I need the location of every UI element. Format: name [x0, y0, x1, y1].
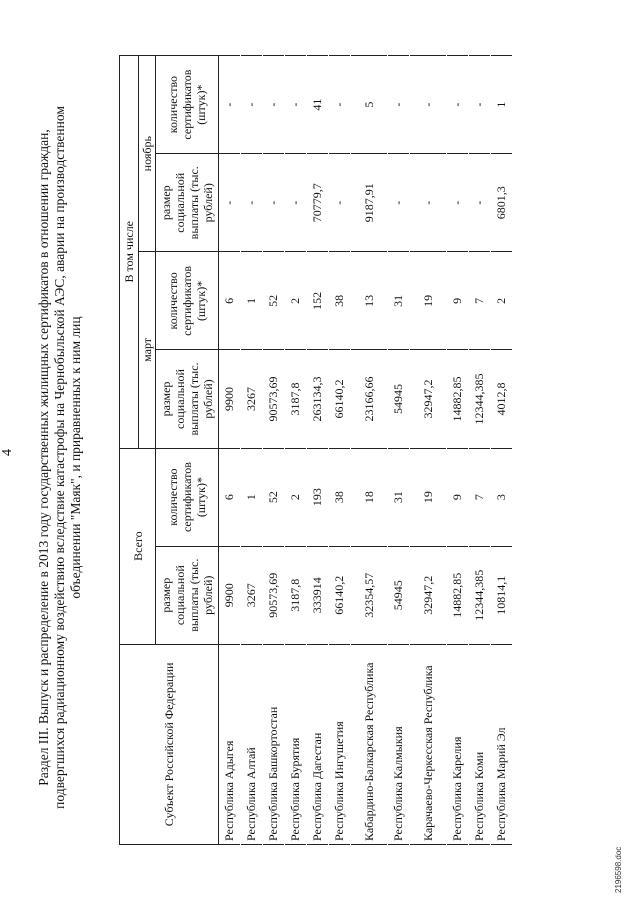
- march-payment-cell: 14882,85: [447, 350, 469, 448]
- subject-cell: Республика Бурятия: [285, 644, 307, 844]
- march-count-cell: 38: [329, 252, 351, 350]
- march-count-cell: 2: [285, 252, 307, 350]
- november-payment-header: размер социальной выплаты (тыс. рублей): [156, 154, 219, 252]
- march-count-cell: 13: [351, 252, 388, 350]
- november-count-cell: -: [469, 56, 491, 154]
- march-payment-cell: 9900: [219, 350, 241, 448]
- document-reference: 2196598.doc: [614, 846, 623, 893]
- subject-cell: Республика Марий Эл: [491, 644, 513, 844]
- november-payment-cell: -: [388, 154, 410, 252]
- total-payment-cell: 14882,85: [447, 546, 469, 644]
- november-count-header: количество сертификатов (штук)*: [156, 56, 219, 154]
- november-payment-cell: -: [219, 154, 241, 252]
- table-row: [351, 56, 388, 845]
- total-count-cell: 38: [329, 448, 351, 546]
- month-march-header: март: [139, 252, 156, 448]
- total-count-header: количество сертификатов (штук)*: [156, 448, 219, 546]
- november-count-cell: -: [447, 56, 469, 154]
- total-count-cell: 2: [285, 448, 307, 546]
- total-count-cell: 52: [263, 448, 285, 546]
- month-november-header: ноябрь: [139, 56, 156, 252]
- november-payment-cell: -: [410, 154, 447, 252]
- total-header: Всего: [120, 448, 156, 644]
- march-payment-cell: 4012,8: [491, 350, 513, 448]
- including-header: В том числе: [120, 56, 139, 449]
- table-row: [491, 56, 513, 845]
- march-count-cell: 152: [307, 252, 329, 350]
- march-payment-header: размер социальной выплаты (тыс. рублей): [156, 350, 219, 448]
- november-payment-cell: -: [329, 154, 351, 252]
- november-count-cell: 5: [351, 56, 388, 154]
- total-count-cell: 9: [447, 448, 469, 546]
- table-row: [329, 56, 351, 845]
- march-payment-cell: 66140,2: [329, 350, 351, 448]
- table-row: [285, 56, 307, 845]
- november-payment-cell: -: [469, 154, 491, 252]
- march-payment-cell: 12344,385: [469, 350, 491, 448]
- table-row: [447, 56, 469, 845]
- november-count-cell: -: [263, 56, 285, 154]
- total-count-cell: 19: [410, 448, 447, 546]
- november-payment-cell: 70779,7: [307, 154, 329, 252]
- table-body: [219, 56, 513, 845]
- november-payment-cell: -: [285, 154, 307, 252]
- march-payment-cell: 23166,66: [351, 350, 388, 448]
- section-heading: Раздел III. Выпуск и распределение в 2013 году государственных жилищных сертификатов в отношении граждан, подвергшихся радиационному воздействию вследствие катастрофы на Чернобыльской АЭС, аварии на производственном объединении "Маяк", и приравненных к ним лиц: [36, 106, 83, 809]
- total-payment-header: размер социальной выплаты (тыс. рублей): [156, 546, 219, 644]
- total-count-cell: 7: [469, 448, 491, 546]
- total-payment-cell: 3187,8: [285, 546, 307, 644]
- total-payment-cell: 66140,2: [329, 546, 351, 644]
- total-count-cell: 193: [307, 448, 329, 546]
- march-count-cell: 7: [469, 252, 491, 350]
- total-count-cell: 3: [491, 448, 513, 546]
- march-payment-cell: 3267: [241, 350, 263, 448]
- march-count-cell: 31: [388, 252, 410, 350]
- november-payment-cell: -: [447, 154, 469, 252]
- march-count-cell: 19: [410, 252, 447, 350]
- subject-cell: Республика Калмыкия: [388, 644, 410, 844]
- table-row: [388, 56, 410, 845]
- november-count-cell: 41: [307, 56, 329, 154]
- total-payment-cell: 32354,57: [351, 546, 388, 644]
- subject-cell: Республика Адыгея: [219, 644, 241, 844]
- total-payment-cell: 9900: [219, 546, 241, 644]
- march-payment-cell: 3187,8: [285, 350, 307, 448]
- total-payment-cell: 90573,69: [263, 546, 285, 644]
- november-count-cell: 1: [491, 56, 513, 154]
- total-count-cell: 1: [241, 448, 263, 546]
- november-payment-cell: 6801,3: [491, 154, 513, 252]
- march-count-cell: 6: [219, 252, 241, 350]
- table-row: [241, 56, 263, 845]
- march-count-header: количество сертификатов (штук)*: [156, 252, 219, 350]
- total-count-cell: 31: [388, 448, 410, 546]
- total-count-cell: 6: [219, 448, 241, 546]
- subject-cell: Карачаево-Черкесская Республика: [410, 644, 447, 844]
- page-number: 4: [0, 449, 15, 456]
- november-count-cell: -: [410, 56, 447, 154]
- table-row: [263, 56, 285, 845]
- november-count-cell: -: [285, 56, 307, 154]
- november-count-cell: -: [388, 56, 410, 154]
- total-payment-cell: 3267: [241, 546, 263, 644]
- subject-cell: Республика Башкортостан: [263, 644, 285, 844]
- march-payment-cell: 263134,3: [307, 350, 329, 448]
- march-count-cell: 1: [241, 252, 263, 350]
- march-count-cell: 9: [447, 252, 469, 350]
- november-count-cell: -: [219, 56, 241, 154]
- subject-cell: Республика Дагестан: [307, 644, 329, 844]
- total-payment-cell: 12344,385: [469, 546, 491, 644]
- march-payment-cell: 90573,69: [263, 350, 285, 448]
- total-payment-cell: 32947,2: [410, 546, 447, 644]
- march-count-cell: 2: [491, 252, 513, 350]
- table-row: [307, 56, 329, 845]
- subject-cell: Республика Коми: [469, 644, 491, 844]
- subject-cell: Республика Карелия: [447, 644, 469, 844]
- total-count-cell: 18: [351, 448, 388, 546]
- table-row: [469, 56, 491, 845]
- table-row: [410, 56, 447, 845]
- subject-cell: Кабардино-Балкарская Республика: [351, 644, 388, 844]
- november-payment-cell: -: [263, 154, 285, 252]
- subject-cell: Республика Ингушетия: [329, 644, 351, 844]
- march-payment-cell: 32947,2: [410, 350, 447, 448]
- total-payment-cell: 54945: [388, 546, 410, 644]
- november-payment-cell: -: [241, 154, 263, 252]
- table-row: [219, 56, 241, 845]
- certificates-table: [119, 55, 513, 845]
- november-payment-cell: 9187,91: [351, 154, 388, 252]
- november-count-cell: -: [241, 56, 263, 154]
- subject-cell: Республика Алтай: [241, 644, 263, 844]
- november-count-cell: -: [329, 56, 351, 154]
- total-payment-cell: 333914: [307, 546, 329, 644]
- march-count-cell: 52: [263, 252, 285, 350]
- total-payment-cell: 10814,1: [491, 546, 513, 644]
- march-payment-cell: 54945: [388, 350, 410, 448]
- subject-header: Субъект Российской Федерации: [120, 644, 219, 844]
